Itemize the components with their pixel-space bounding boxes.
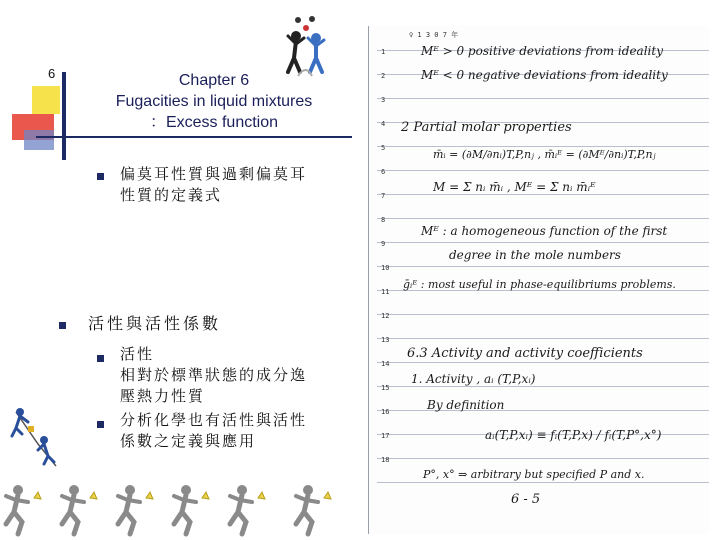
line-number: 3 xyxy=(381,96,386,104)
bullet-line: 係數之定義與應用 xyxy=(120,432,257,450)
line-number: 12 xyxy=(381,312,390,320)
bullet-marker xyxy=(59,322,66,329)
line-number: 7 xyxy=(381,192,386,200)
climbers-figure-icon xyxy=(8,404,64,468)
bullet-line: 活性 xyxy=(120,345,155,363)
note-activity-equation: aᵢ(T,P,xᵢ) ≡ fᵢ(T,P,x) / fᵢ(T,P°,x°) xyxy=(485,428,662,442)
line-number: 10 xyxy=(381,264,390,272)
line-number: 11 xyxy=(381,288,390,296)
decor-horizontal-line xyxy=(36,136,352,138)
ruled-line xyxy=(377,98,709,99)
ruled-line xyxy=(377,362,709,363)
bullet-line: 分析化學也有活性與活性 xyxy=(120,411,308,429)
line-number: 14 xyxy=(381,360,390,368)
note-partial-molar-heading: 2 Partial molar properties xyxy=(401,120,572,135)
jugglers-figure-icon xyxy=(276,14,336,78)
line-number: 9 xyxy=(381,240,386,248)
note-homogeneous-function: Mᴱ : a homogeneous function of the first xyxy=(421,224,668,238)
note-degree-mole-numbers: degree in the mole numbers xyxy=(449,248,621,262)
line-number: 4 xyxy=(381,120,386,128)
note-summation: M = Σ nᵢ m̄ᵢ , Mᴱ = Σ nᵢ m̄ᵢᴱ xyxy=(433,180,596,194)
ruled-line xyxy=(377,266,709,267)
note-page-number: 6 - 5 xyxy=(511,492,541,507)
bullet-line: 相對於標準狀態的成分逸 xyxy=(120,366,308,384)
ruled-line xyxy=(377,146,709,147)
bullet-text-partial-molar xyxy=(120,164,307,206)
ruled-line xyxy=(377,482,709,483)
line-number: 17 xyxy=(381,432,390,440)
note-by-definition: By definition xyxy=(427,398,505,412)
note-partial-molar-definition: m̄ᵢ = (∂M/∂nᵢ)T,P,nⱼ , m̄ᵢᴱ = (∂Mᴱ/∂nᵢ)T,P,nⱼ xyxy=(433,148,656,161)
bullet-marker xyxy=(97,173,104,180)
ruled-line xyxy=(377,386,709,387)
title-line-1: Chapter 6 xyxy=(178,72,250,89)
slide-number: 6 xyxy=(48,66,56,81)
bullet-text-activity-def xyxy=(120,344,307,407)
handwritten-notebook-page xyxy=(368,26,709,534)
bullet-marker xyxy=(97,355,104,362)
title-line-3: ：Excess function xyxy=(149,114,279,131)
bullet-line: 偏莫耳性質與過剩偏莫耳 xyxy=(120,165,308,183)
notebook-header: ♀ 1 3 0 7 年 xyxy=(409,31,459,39)
title-line-2: Fugacities in liquid mixtures xyxy=(115,93,313,110)
decor-vertical-line xyxy=(62,72,66,160)
line-number: 13 xyxy=(381,336,390,344)
note-positive-deviation: Mᴱ > 0 positive deviations from ideality xyxy=(421,44,663,58)
runners-row-icon xyxy=(0,480,360,540)
ruled-line xyxy=(377,338,709,339)
bullet-line: 壓熱力性質 xyxy=(120,387,206,405)
note-activity-symbol: 1. Activity , aᵢ (T,P,xᵢ) xyxy=(411,372,536,386)
note-reference-state: P°, x° ⇒ arbitrary but specified P and x. xyxy=(423,468,645,481)
ruled-line xyxy=(377,194,709,195)
ruled-line xyxy=(377,218,709,219)
note-activity-heading: 6.3 Activity and activity coefficients xyxy=(407,346,643,361)
bullet-line: 性質的定義式 xyxy=(120,186,223,204)
slide-title xyxy=(96,70,332,133)
ruled-line xyxy=(377,458,709,459)
line-number: 2 xyxy=(381,72,386,80)
line-number: 8 xyxy=(381,216,386,224)
bullet-marker xyxy=(97,421,104,428)
bullet-text-analytical xyxy=(120,410,307,452)
line-number: 15 xyxy=(381,384,390,392)
decor-blue-block xyxy=(24,130,54,150)
ruled-line xyxy=(377,314,709,315)
note-phase-equilibria: ḡᵢᴱ : most useful in phase-equilibriums problems. xyxy=(403,278,676,291)
line-number: 1 xyxy=(381,48,386,56)
line-number: 16 xyxy=(381,408,390,416)
bullet-text-activity: 活性與活性係數 xyxy=(88,314,222,333)
line-number: 6 xyxy=(381,168,386,176)
ruled-line xyxy=(377,170,709,171)
line-number: 5 xyxy=(381,144,386,152)
ruled-line xyxy=(377,242,709,243)
line-number: 18 xyxy=(381,456,390,464)
note-negative-deviation: Mᴱ < 0 negative deviations from ideality xyxy=(421,68,668,82)
decor-yellow-block xyxy=(32,86,60,114)
